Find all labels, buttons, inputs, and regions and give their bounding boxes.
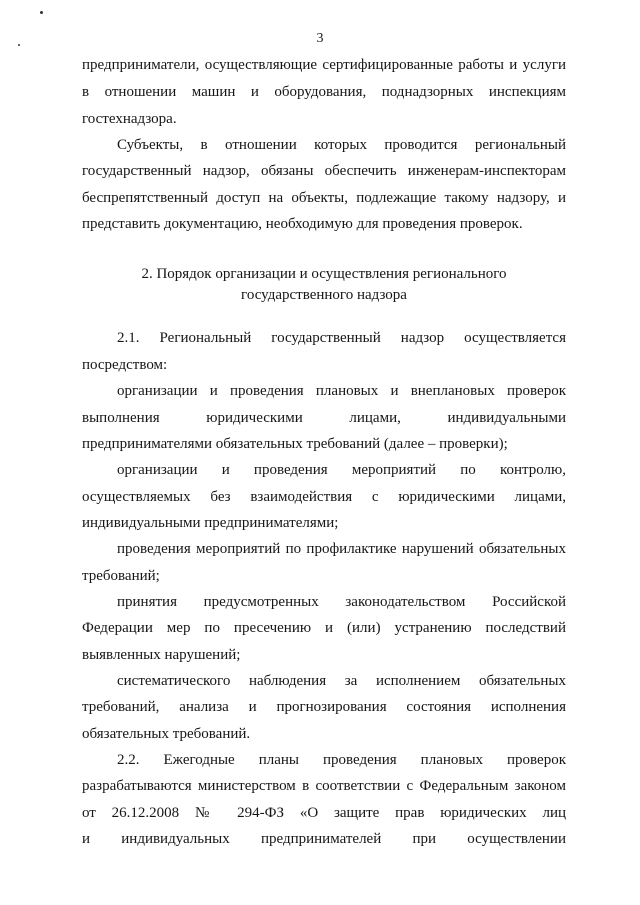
body-line: разрабатываются министерством в соответствии с Федеральным законом (82, 778, 566, 794)
body-line: 2.2. Ежегодные планы проведения плановых проверок (117, 752, 566, 768)
list-item-line: индивидуальными предпринимателями; (82, 515, 339, 531)
body-line: в отношении машин и оборудования, поднадзорных инспекциям (82, 84, 566, 100)
section-heading: 2. Порядок организации и осуществления регионального (141, 266, 507, 282)
body-line: посредством: (82, 357, 168, 373)
scan-speck (40, 11, 43, 14)
list-item-line: обязательных требований. (82, 726, 251, 742)
body-line: Субъекты, в отношении которых проводится региональный (117, 137, 566, 153)
list-item-line: требований; (82, 568, 160, 584)
list-item-line: выявленных нарушений; (82, 647, 241, 663)
section-heading: государственного надзора (241, 287, 407, 303)
list-item-line: выполнения юридическими лицами, индивидуальными (82, 410, 566, 426)
page-number: 3 (316, 31, 324, 46)
list-item-line: принятия предусмотренных законодательством Российской (117, 594, 566, 610)
list-item-line: проведения мероприятий по профилактике нарушений обязательных (117, 541, 566, 557)
body-line: представить документацию, необходимую для проведения проверок. (82, 216, 523, 232)
list-item-line: систематического наблюдения за исполнением обязательных (117, 673, 566, 689)
body-line: и индивидуальных предпринимателей при осуществлении (82, 831, 566, 847)
body-line: предприниматели, осуществляющие сертифицированные работы и услуги (82, 57, 566, 73)
list-item-line: осуществляемых без взаимодействия с юридическими лицами, (82, 489, 566, 505)
list-item-line: организации и проведения плановых и внеплановых проверок (117, 383, 566, 399)
body-line: беспрепятственный доступ на объекты, подлежащие такому надзору, и (82, 190, 566, 206)
list-item-line: требований, анализа и прогнозирования состояния исполнения (82, 699, 566, 715)
body-line: 2.1. Региональный государственный надзор осуществляется (117, 330, 566, 346)
body-line: от 26.12.2008 № 294-ФЗ «О защите прав юридических лиц (82, 805, 566, 821)
list-item-line: предпринимателями обязательных требований (далее – проверки); (82, 436, 508, 452)
list-item-line: организации и проведения мероприятий по контролю, (117, 462, 566, 478)
body-line: гостехнадзора. (82, 111, 177, 127)
body-line: государственный надзор, обязаны обеспечить инженерам-инспекторам (82, 163, 566, 179)
list-item-line: Федерации мер по пресечению и (или) устранению последствий (82, 620, 566, 636)
